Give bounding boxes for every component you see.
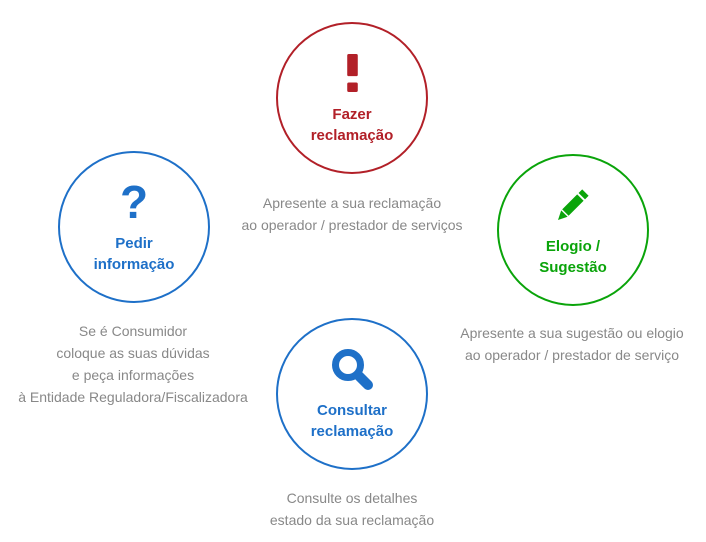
search-icon [329, 346, 375, 392]
exclamation-icon [346, 50, 359, 96]
question-icon: ? [119, 176, 149, 228]
consultar-reclamacao-description: Consulte os detalhes estado da sua reclamação [269, 490, 435, 528]
elogio-sugestao-button[interactable] [497, 154, 649, 306]
consultar-reclamacao-button[interactable] [276, 318, 428, 470]
pedir-informacao-button[interactable] [58, 151, 210, 303]
elogio-sugestao-label: Elogio / Sugestão [539, 238, 607, 276]
pedir-informacao-description: Se é Consumidor coloque as suas dúvidas e peça informações à Entidade Reguladora/Fiscalizadora [18, 323, 248, 405]
consultar-reclamacao-label: Consultar reclamação [310, 402, 394, 440]
fazer-reclamacao-button[interactable] [276, 22, 428, 174]
elogio-sugestao-description: Apresente a sua sugestão ou elogio ao operador / prestador de serviço [460, 325, 684, 363]
fazer-reclamacao-description: Apresente a sua reclamação ao operador / prestador de serviços [241, 195, 463, 233]
fazer-reclamacao-label: Fazer reclamação [310, 106, 394, 144]
pencil-icon [552, 182, 594, 228]
pedir-informacao-label: Pedir informação [93, 235, 175, 273]
